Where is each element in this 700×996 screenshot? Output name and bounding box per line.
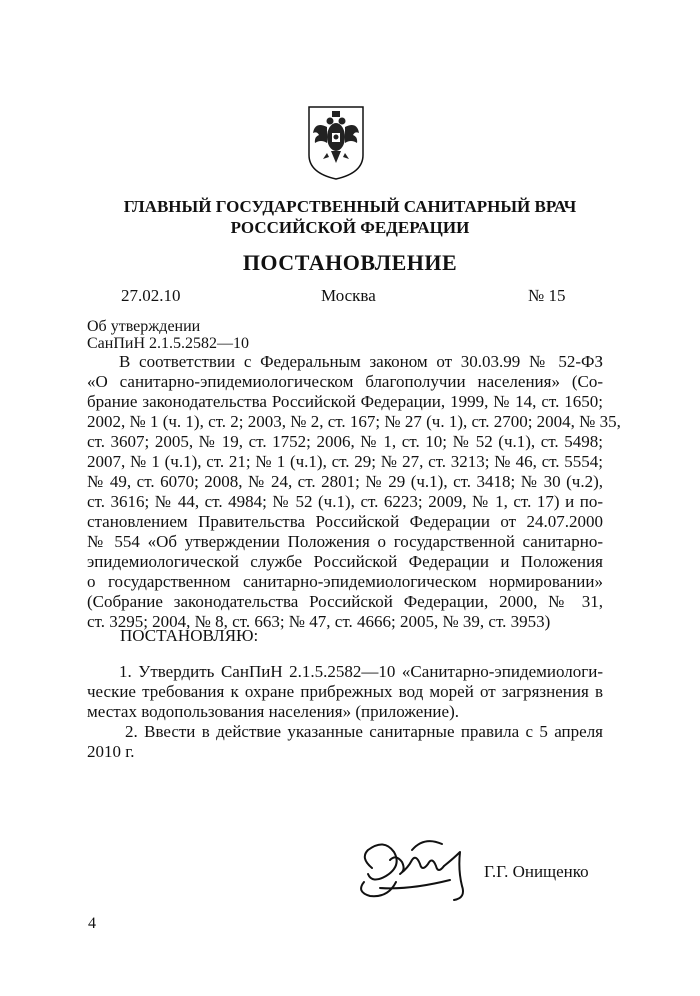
document-subject <box>87 318 249 352</box>
preamble-line: брание законодательства Российской Федерации, 1999, № 14, ст. 1650; <box>87 392 603 411</box>
preamble-line: эпидемиологической службе Российской Федерации и Положения <box>87 552 603 571</box>
item-2-line: 2. Ввести в действие указанные санитарные правила с 5 апреля <box>125 722 603 741</box>
document-city: Москва <box>321 286 376 305</box>
resolve-heading: ПОСТАНОВЛЯЮ: <box>120 626 259 645</box>
document-title: ПОСТАНОВЛЕНИЕ <box>242 250 458 275</box>
document-number: № 15 <box>528 286 566 305</box>
issuer-line-2: РОССИЙСКОЙ ФЕДЕРАЦИИ <box>230 218 470 237</box>
preamble-line: 2007, № 1 (ч.1), ст. 21; № 1 (ч.1), ст. 29; № 27, ст. 3213; № 46, ст. 5554; <box>87 452 603 471</box>
page-number: 4 <box>88 915 96 932</box>
preamble-line: В соответствии с Федеральным законом от 30.03.99 № 52-ФЗ <box>119 352 603 371</box>
item-2-line: 2010 г. <box>87 742 135 761</box>
subject-line-1: Об утверждении <box>87 318 201 335</box>
preamble-line: ст. 3616; № 44, ст. 4984; № 52 (ч.1), ст. 6223; 2009, № 1, ст. 17) и по- <box>87 492 603 511</box>
item-1-line: 1. Утвердить СанПиН 2.1.5.2582—10 «Санитарно-эпидемиологи- <box>119 662 603 681</box>
signer-name: Г.Г. Онищенко <box>484 862 589 881</box>
preamble-line: № 554 «Об утверждении Положения о государственной санитарно- <box>87 532 603 551</box>
preamble-paragraph <box>87 352 621 632</box>
item-1-paragraph <box>87 662 603 722</box>
preamble-line: становлением Правительства Российской Федерации от 24.07.2000 <box>87 512 603 531</box>
preamble-line: (Собрание законодательства Российской Федерации, 2000, № 31, <box>87 592 603 611</box>
item-2-paragraph <box>87 722 603 762</box>
coat-of-arms-emblem <box>305 103 367 181</box>
item-1-line: местах водопользования населения» (приложение). <box>87 702 459 721</box>
preamble-line: ст. 3295; 2004, № 8, ст. 663; № 47, ст. 4666; 2005, № 39, ст. 3953) <box>87 612 551 631</box>
preamble-line: «О санитарно-эпидемиологическом благополучии населения» (Со- <box>87 372 603 391</box>
preamble-line: 2002, № 1 (ч. 1), ст. 2; 2003, № 2, ст. 167; № 27 (ч. 1), ст. 2700; 2004, № 35, <box>87 412 621 431</box>
preamble-line: ст. 3607; 2005, № 19, ст. 1752; 2006, № 1, ст. 10; № 52 (ч.1), ст. 5498; <box>87 432 603 451</box>
item-1-line: ческие требования к охране прибрежных вод морей от загрязнения в <box>87 682 603 701</box>
subject-line-2: СанПиН 2.1.5.2582—10 <box>87 335 250 352</box>
document-date: 27.02.10 <box>121 286 181 305</box>
preamble-line: № 49, ст. 6070; 2008, № 24, ст. 2801; № 29 (ч.1), ст. 3418; № 30 (ч.2), <box>87 472 603 491</box>
issuer-line-1: ГЛАВНЫЙ ГОСУДАРСТВЕННЫЙ САНИТАРНЫЙ ВРАЧ <box>123 197 577 216</box>
signature-image <box>350 830 480 910</box>
preamble-line: о государственном санитарно-эпидемиологическом нормировании» <box>87 572 603 591</box>
